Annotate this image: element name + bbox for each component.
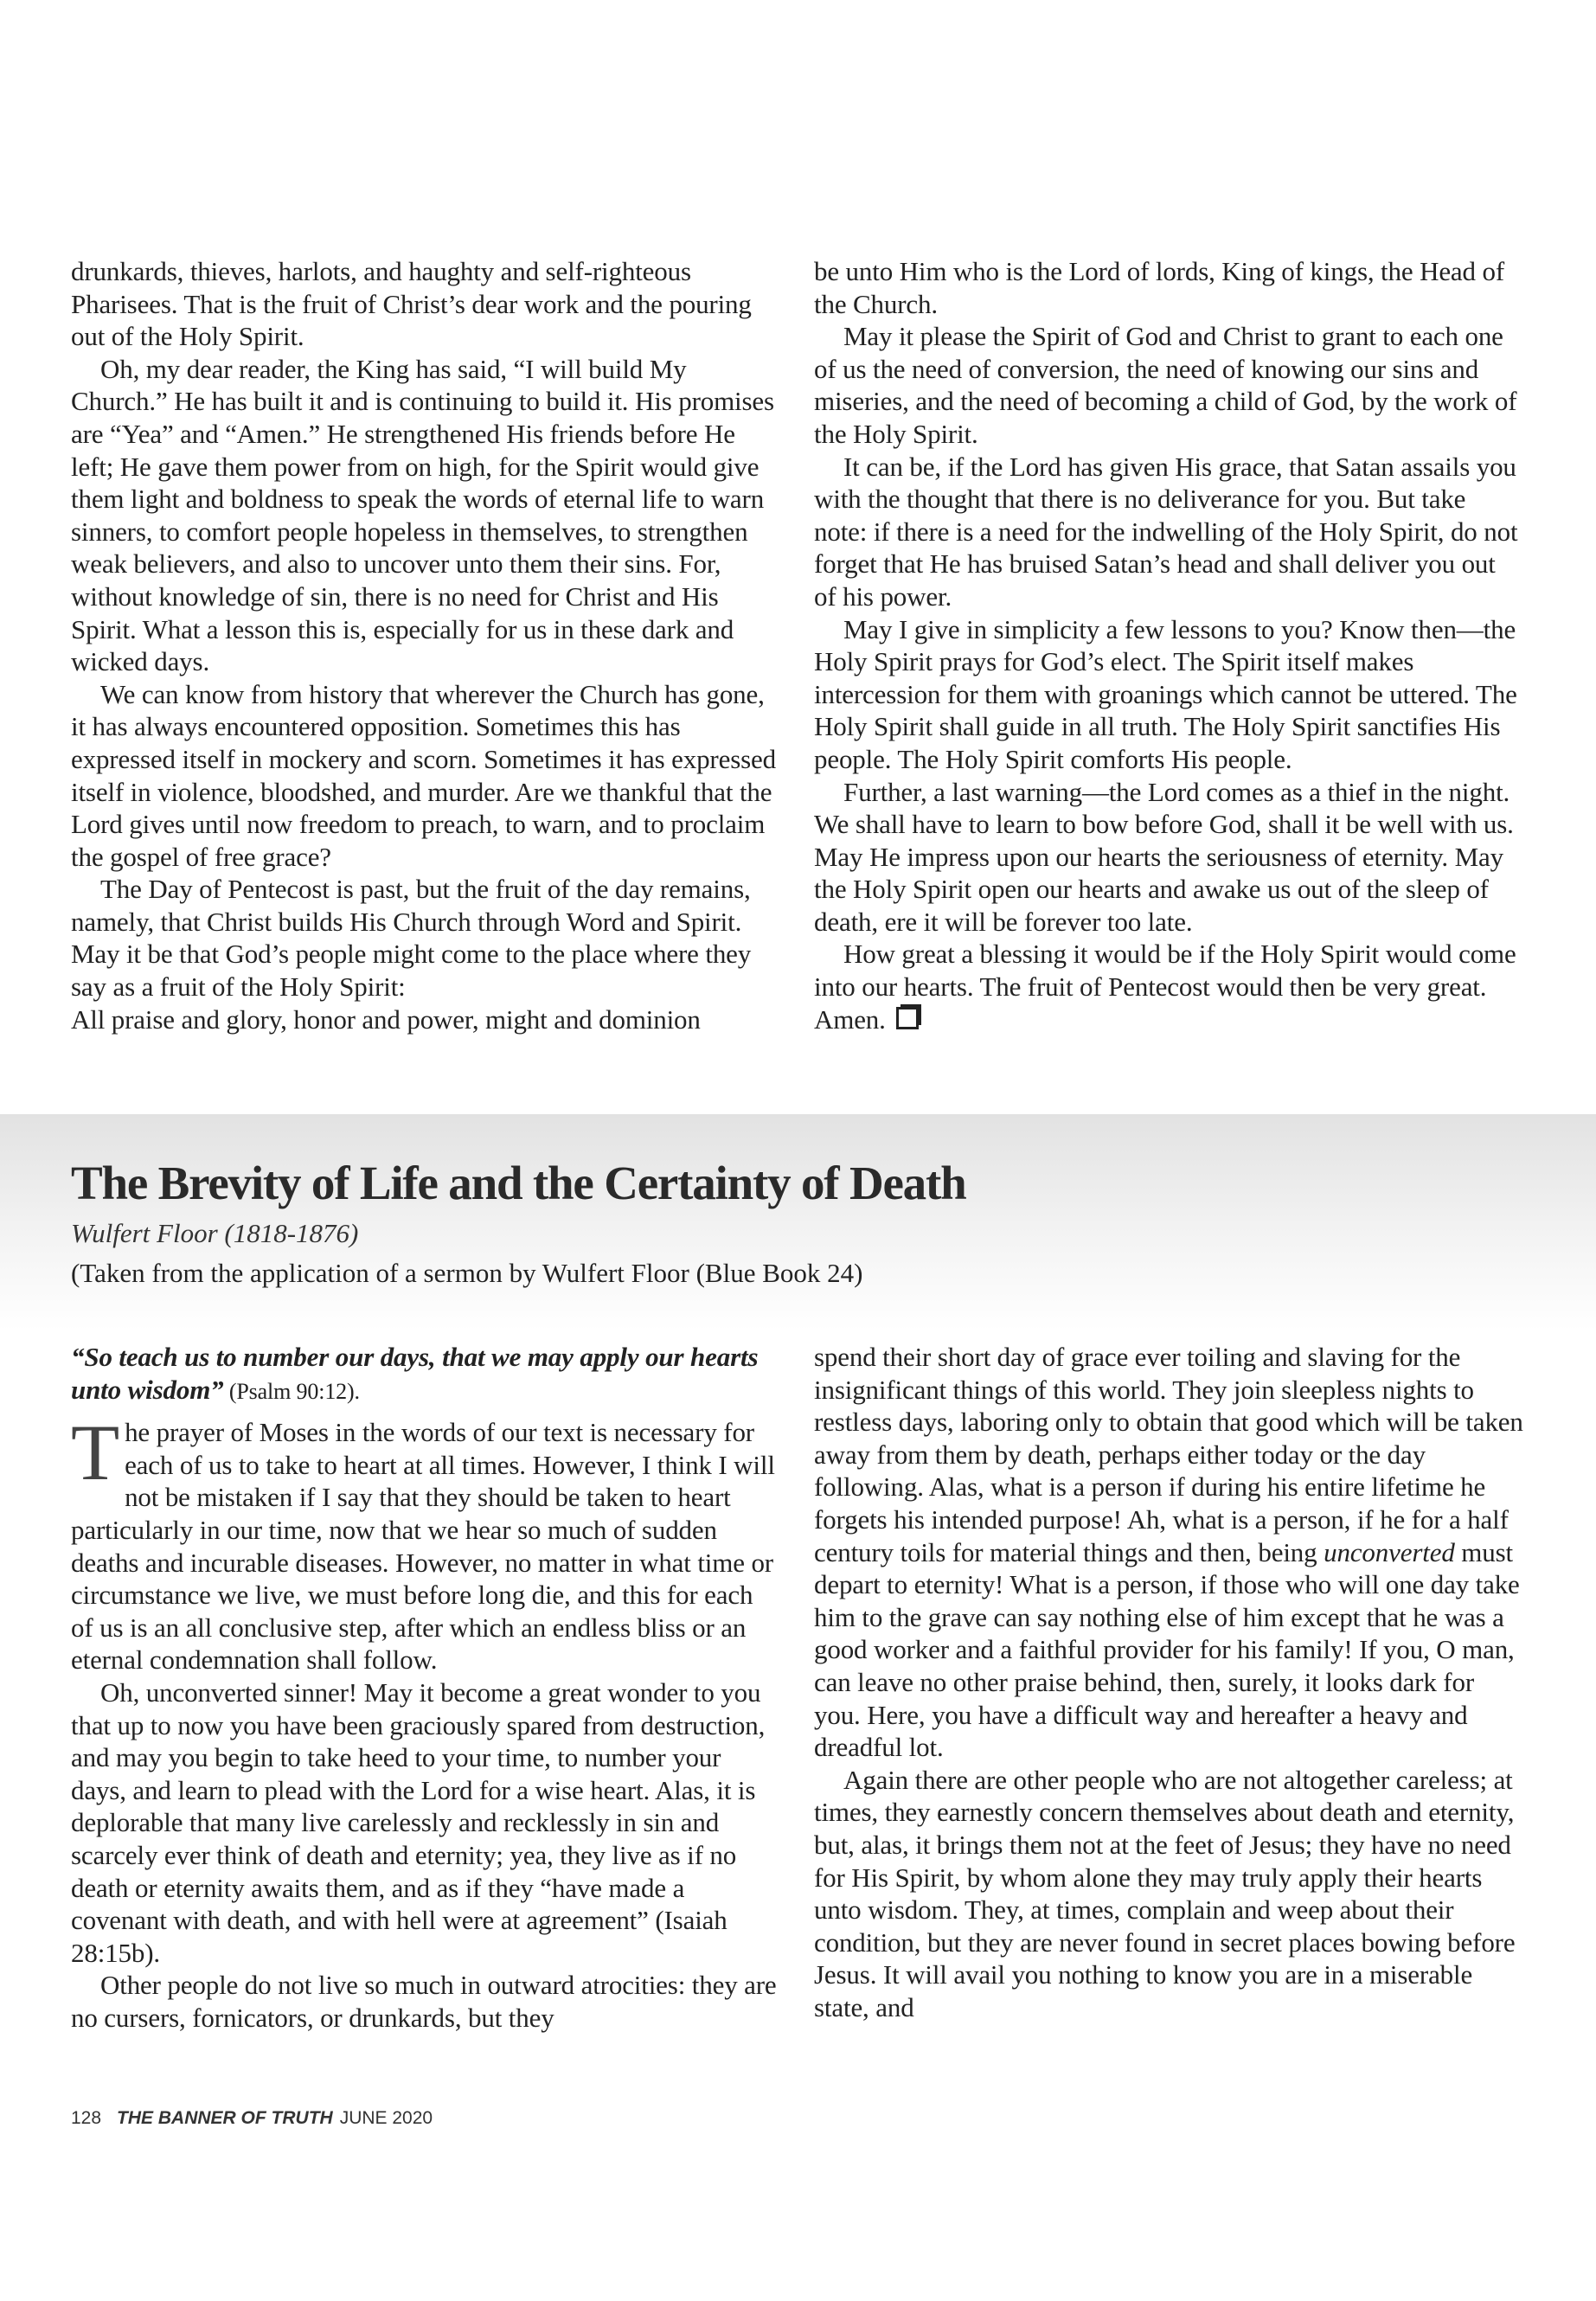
- end-mark-icon: [896, 1007, 919, 1029]
- paragraph: It can be, if the Lord has given His grace, that Satan assails you with the thought that there is no deliverance for you. But take note: if there is a need for the indwelling of the Holy Spirit, do not forget that He has bruised Satan’s head and shall deliver you out of his power.: [814, 451, 1518, 612]
- first-paragraph-text: he prayer of Moses in the words of our text is necessary for each of us to take to heart at all times. However, I think I will not be mistaken if I say that they should be taken to heart particularly in our time, now that we hear so much of sudden deaths and incurable diseases. However, no matter in what time or circumstance we live, we must before long die, and this for each of us is an all conclusive step, after which an endless bliss or an eternal condemnation shall follow.: [71, 1417, 775, 1676]
- paragraph: Oh, unconverted sinner! May it become a great wonder to you that up to now you have been graciously spared from destruction, and may you begin to take heed to your time, to number your days, and learn to plead with the Lord for a wise heart. Alas, it is deplorable that many live carelessly and recklessly in sin and scarcely ever think of death and eternity; yea, they live as if no death or eternity awaits them, and as if they “have made a covenant with death, and with hell were at agreement” (Isaiah 28:15b).: [71, 1676, 766, 1968]
- paragraph: [814, 1341, 1523, 1764]
- paragraph: We can know from history that wherever the Church has gone, it has always encountered opposition. Sometimes this has expressed itself in mockery and scorn. Sometimes it has expressed itself in violence, bloodshed, and murder. Are we thankful that the Lord gives until now freedom to preach, to warn, and to proclaim the gospel of free grace?: [71, 678, 776, 872]
- paragraph-text: spend their short day of grace ever toiling and slaving for the insignificant things of this world. They join sleepless nights to restless days, laboring only to obtain that good which will be taken away from them by death, perhaps either today or the day following. Alas, what is a person if during his entire lifetime he forgets his intended purpose! Ah, what is a person, if he for a half century toils for material things and then, being: [814, 1342, 1523, 1567]
- top-right-column: [814, 255, 1523, 1035]
- paragraph-closing: [814, 938, 1523, 1035]
- article-source-note: (Taken from the application of a sermon by Wulfert Floor (Blue Book 24): [71, 1258, 863, 1288]
- paragraph: Oh, my dear reader, the King has said, “I will build My Church.” He has built it and is continuing to build it. His promises are “Yea” and “Amen.” He strengthened His friends before He left; He gave them power from on high, for the Spirit would give them light and boldness to speak the words of eternal life to warn sinners, to comfort people hopeless in themselves, to strengthen weak believers, and also to uncover unto them their sins. For, without knowledge of sin, there is no need for Christ and His Spirit. What a lesson this is, especially for us in these dark and wicked days.: [71, 353, 774, 677]
- paragraph: The Day of Pentecost is past, but the fruit of the day remains, namely, that Christ builds His Church through Word and Spirit. May it be that God’s people might come to the place where they say as a fruit of the Holy Spirit:: [71, 874, 752, 1003]
- page-footer: [71, 2108, 433, 2129]
- article-author: Wulfert Floor (1818-1876): [71, 1218, 359, 1248]
- paragraph: All praise and glory, honor and power, might and dominion: [71, 1003, 701, 1035]
- magazine-name: THE BANNER OF TRUTH: [117, 2108, 333, 2128]
- paragraph: Other people do not live so much in outward atrocities: they are no cursers, fornicators, or drunkards, but they: [71, 1970, 777, 2033]
- article-left-column: [71, 1341, 780, 2034]
- article-right-column: [814, 1341, 1523, 2023]
- issue-date: JUNE 2020: [339, 2108, 433, 2128]
- first-paragraph: [71, 1408, 780, 1676]
- emphasis-text: unconverted: [1324, 1536, 1455, 1567]
- paragraph: Further, a last warning—the Lord comes as a thief in the night. We shall have to learn to bow before God, shall it be well with us. May He impress upon our hearts the seriousness of eternity. May the Holy Spirit open our hearts and awake us out of the sleep of death, ere it will be forever too late.: [814, 776, 1514, 937]
- page-number: 128: [71, 2108, 102, 2128]
- top-left-column: [71, 255, 780, 1035]
- scripture-reference: (Psalm 90:12).: [223, 1378, 360, 1404]
- scripture-text: “So teach us to number our days, that we may apply our hearts unto wisdom”: [71, 1342, 759, 1405]
- paragraph: drunkards, thieves, harlots, and haughty and self-righteous Pharisees. That is the fruit of Christ’s dear work and the pouring out of the Holy Spirit.: [71, 256, 752, 352]
- scripture-quote: [71, 1341, 780, 1407]
- paragraph-text: must depart to eternity! What is a person, if those who will one day take him to the grave can say nothing else of him except that he was a good worker and a faithful provider for his family! If you, O man, can leave no other praise behind, then, surely, it looks dark for you. Here, you have a difficult way and hereafter a heavy and dreadful lot.: [814, 1536, 1520, 1763]
- paragraph: May it please the Spirit of God and Christ to grant to each one of us the need of conversion, the need of knowing our sins and miseries, and the need of becoming a child of God, by the work of the Holy Spirit.: [814, 321, 1517, 449]
- drop-cap: T: [71, 1408, 120, 1497]
- paragraph: May I give in simplicity a few lessons to you? Know then—the Holy Spirit prays for God’s elect. The Spirit itself makes intercession for them with groanings which cannot be uttered. The Holy Spirit shall guide in all truth. The Holy Spirit sanctifies His people. The Holy Spirit comforts His people.: [814, 613, 1517, 774]
- article-title: The Brevity of Life and the Certainty of Death: [71, 1157, 966, 1209]
- paragraph: be unto Him who is the Lord of lords, King of kings, the Head of the Church.: [814, 256, 1505, 319]
- paragraph: Again there are other people who are not altogether careless; at times, they earnestly concern themselves about death and eternity, but, alas, it brings them not at the feet of Jesus; they have no need for His Spirit, by whom alone they may truly apply their hearts unto wisdom. They, at times, complain and weep about their condition, but they are never found in secret places bowing before Jesus. It will avail you nothing to know you are in a miserable state, and: [814, 1764, 1516, 2022]
- closing-text: How great a blessing it would be if the Holy Spirit would come into our hearts. The fruit of Pentecost would then be very great. Amen.: [814, 939, 1516, 1035]
